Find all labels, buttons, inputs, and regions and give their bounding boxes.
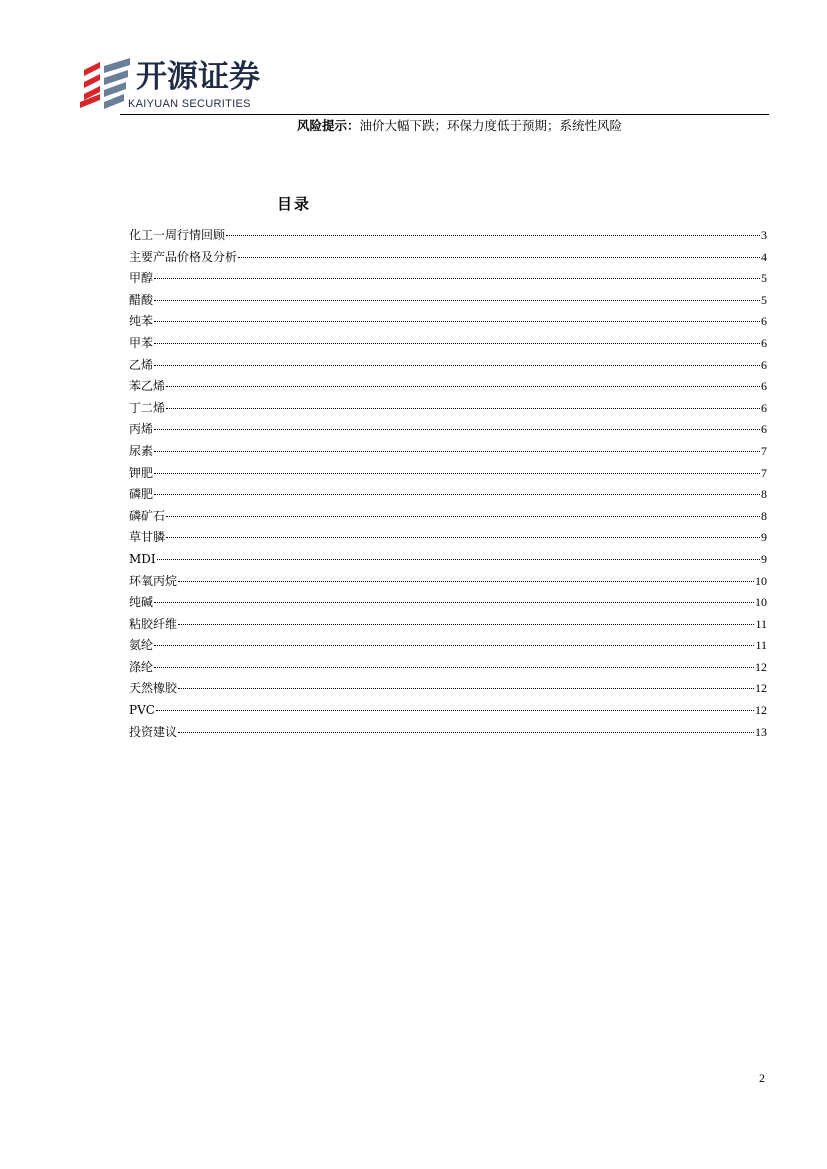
toc-dot-leader [154, 365, 760, 366]
risk-warning [297, 118, 622, 134]
toc-entry-page: 6 [761, 400, 767, 415]
toc-entry-label: 丁二烯 [129, 400, 166, 415]
toc-entry-label: PVC [129, 703, 155, 718]
toc-entry-page: 12 [755, 659, 767, 674]
toc-dot-leader [178, 732, 754, 733]
toc-entry-page: 8 [761, 508, 767, 523]
toc-entry[interactable] [129, 637, 767, 659]
header-divider [120, 114, 769, 115]
toc-entry-label: 投资建议 [129, 724, 178, 739]
toc-dot-leader [154, 667, 754, 668]
toc-entry-label: 主要产品价格及分析 [129, 249, 238, 264]
toc-entry-label: 尿素 [129, 443, 154, 458]
toc-entry-page: 8 [761, 487, 767, 502]
page-number: 2 [759, 1071, 765, 1085]
toc-entry-label: 钾肥 [129, 465, 154, 480]
toc-entry-page: 10 [755, 573, 767, 588]
toc-entry-page: 3 [761, 228, 767, 242]
toc-entry-label: 涤纶 [129, 659, 154, 674]
toc-dot-leader [226, 235, 760, 236]
toc-entry-label: 乙烯 [129, 357, 154, 372]
toc-entry-page: 5 [761, 271, 767, 286]
toc-entry-page: 11 [755, 616, 767, 631]
toc-dot-leader [154, 429, 760, 430]
toc-entry[interactable] [129, 357, 767, 379]
toc-dot-leader [154, 645, 754, 646]
toc-entry-label: 环氧丙烷 [129, 573, 178, 588]
toc-entry[interactable] [129, 292, 767, 314]
toc-entry[interactable] [129, 702, 767, 724]
toc-dot-leader [157, 559, 760, 560]
toc-dot-leader [166, 408, 760, 409]
toc-title: 目录 [276, 195, 311, 213]
toc-dot-leader [178, 688, 754, 689]
toc-dot-leader [154, 602, 754, 603]
toc-dot-leader [166, 516, 760, 517]
toc-entry-page: 12 [755, 681, 767, 696]
toc-entry-page: 6 [761, 379, 767, 394]
toc-entry[interactable] [129, 573, 767, 595]
toc-entry[interactable] [129, 378, 767, 400]
toc-entry-label: 磷肥 [129, 487, 154, 502]
toc-dot-leader [154, 343, 760, 344]
toc-dot-leader [166, 386, 760, 387]
toc-dot-leader [154, 451, 760, 452]
toc-entry[interactable] [129, 724, 767, 746]
toc-entry-label: 醋酸 [129, 292, 154, 307]
toc-entry-label: MDI [129, 551, 156, 566]
toc-entry-page: 7 [761, 465, 767, 480]
toc-entry-label: 纯苯 [129, 314, 154, 329]
toc-dot-leader [166, 537, 760, 538]
toc-entry[interactable] [129, 443, 767, 465]
toc-entry[interactable] [129, 465, 767, 487]
toc-dot-leader [178, 581, 754, 582]
toc-entry[interactable] [129, 227, 767, 249]
toc-dot-leader [156, 710, 754, 711]
toc-entry-page: 13 [755, 724, 767, 739]
toc-dot-leader [154, 494, 760, 495]
risk-warning-text: 油价大幅下跌；环保力度低于预期；系统性风险 [359, 118, 623, 133]
toc-entry-page: 12 [755, 703, 767, 718]
toc-entry-label: 苯乙烯 [129, 379, 166, 394]
toc-entry[interactable] [129, 249, 767, 271]
toc-entry[interactable] [129, 400, 767, 422]
toc-entry-page: 10 [755, 595, 767, 610]
toc-entry-page: 9 [761, 530, 767, 545]
toc-entry-page: 6 [761, 422, 767, 437]
toc-entry-label: 氨纶 [129, 638, 154, 653]
toc-entry-page: 6 [761, 357, 767, 372]
toc-entry[interactable] [129, 551, 767, 573]
toc-entry[interactable] [129, 270, 767, 292]
toc-entry[interactable] [129, 335, 767, 357]
toc-entry[interactable] [129, 594, 767, 616]
toc-entry[interactable] [129, 659, 767, 681]
toc-entry-page: 11 [755, 638, 767, 653]
toc-entry[interactable] [129, 529, 767, 551]
toc-entry-page: 4 [761, 249, 767, 264]
toc-dot-leader [154, 300, 760, 301]
toc-entry-label: 草甘膦 [129, 530, 166, 545]
toc-entry[interactable] [129, 421, 767, 443]
toc-entry-label: 化工一周行情回顾 [129, 228, 226, 242]
toc-entry[interactable] [129, 486, 767, 508]
toc-entry-page: 6 [761, 335, 767, 350]
logo-english-text: KAIYUAN SECURITIES [128, 98, 251, 110]
toc-entry-label: 粘胶纤维 [129, 616, 178, 631]
company-logo [80, 58, 280, 114]
toc-entry-page: 9 [761, 551, 767, 566]
table-of-contents [129, 227, 767, 745]
toc-entry-label: 纯碱 [129, 595, 154, 610]
risk-warning-label: 风险提示： [297, 118, 360, 133]
toc-dot-leader [154, 321, 760, 322]
toc-entry-label: 丙烯 [129, 422, 154, 437]
toc-dot-leader [178, 624, 754, 625]
toc-entry-label: 磷矿石 [129, 508, 166, 523]
toc-entry-page: 7 [761, 443, 767, 458]
toc-entry-label: 天然橡胶 [129, 681, 178, 696]
toc-entry[interactable] [129, 508, 767, 530]
toc-dot-leader [154, 473, 760, 474]
logo-chinese-text: 开源证券 [136, 59, 260, 95]
toc-entry[interactable] [129, 616, 767, 638]
toc-entry-page: 6 [761, 314, 767, 329]
toc-entry-label: 甲醇 [129, 271, 154, 286]
toc-entry-label: 甲苯 [129, 335, 154, 350]
toc-dot-leader [154, 278, 760, 279]
toc-dot-leader [238, 257, 760, 258]
toc-entry[interactable] [129, 680, 767, 702]
toc-entry[interactable] [129, 313, 767, 335]
toc-entry-page: 5 [761, 292, 767, 307]
